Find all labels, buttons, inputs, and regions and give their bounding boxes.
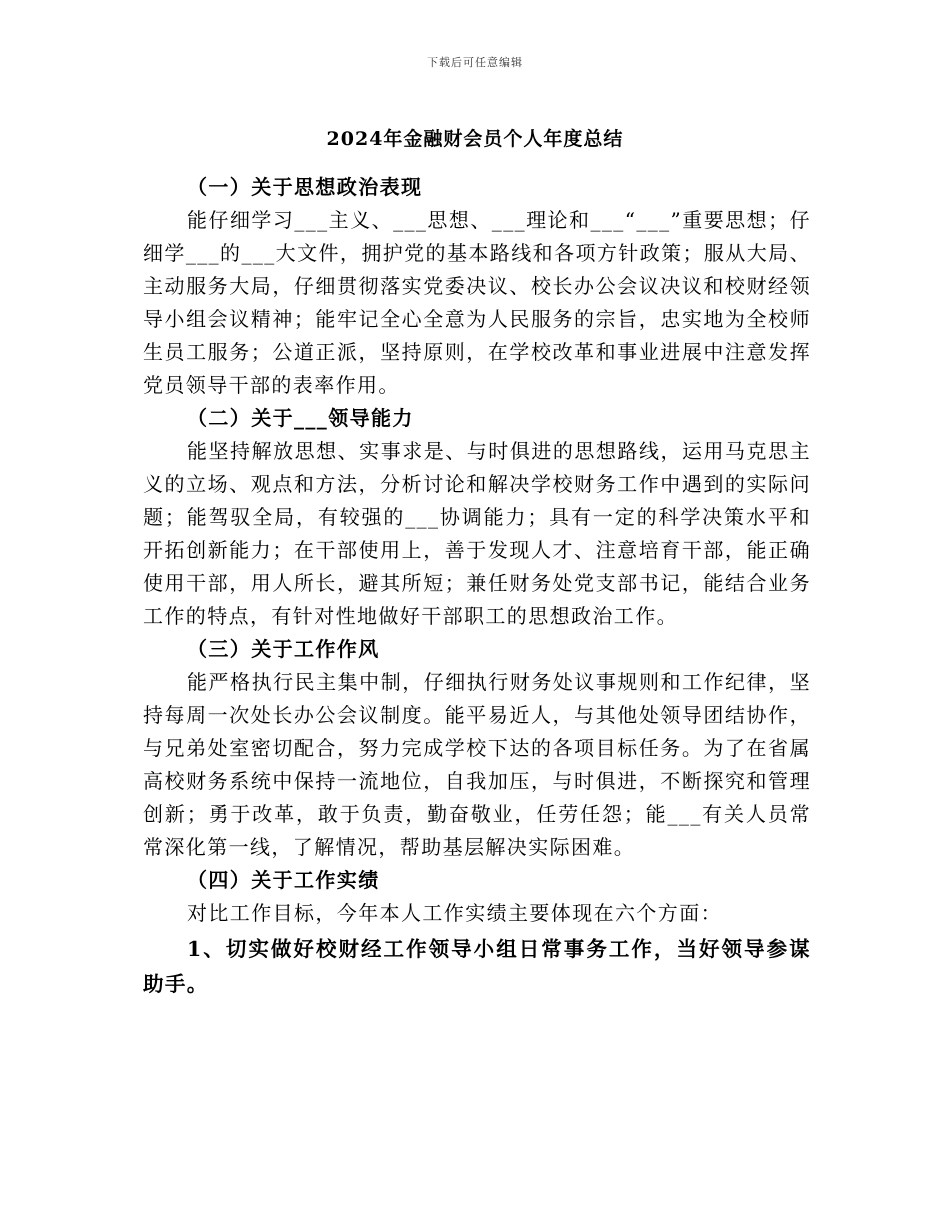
document-body — [143, 171, 811, 1002]
section-heading-3: （三）关于工作作风 — [187, 637, 380, 661]
section-heading-2: （二）关于___领导能力 — [187, 406, 414, 430]
section-paragraph-1: 能仔细学习___主义、___思想、___理论和___“___”重要思想；仔细学___的___大文件，拥护党的基本路线和各项方针政策；服从大局、主动服务大局，仔细贯彻落实党委决议、校长办公会议决议和校财经领导小组会议精神；能牢记全心全意为人民服务的宗旨，忠实地为全校师生员工服务；公道正派，坚持原则，在学校改革和事业进展中注意发挥党员领导干部的表率作用。 — [143, 208, 811, 397]
section-heading-1: （一）关于思想政治表现 — [187, 175, 423, 199]
header-note: 下载后可任意编辑 — [427, 56, 523, 69]
section-paragraph-3: 能严格执行民主集中制，仔细执行财务处议事规则和工作纪律，坚持每周一次处长办公会议制度。能平易近人，与其他处领导团结协作，与兄弟处室密切配合，努力完成学校下达的各项目标任务。为了在省属高校财务系统中保持一流地位，自我加压，与时俱进，不断探究和管理创新；勇于改革，敢于负责，勤奋敬业，任劳任怨；能___有关人员常常深化第一线，了解情况，帮助基层解决实际困难。 — [143, 670, 811, 859]
section-paragraph-4: 对比工作目标，今年本人工作实绩主要体现在六个方面： — [187, 901, 722, 925]
document-title: 2024年金融财会员个人年度总结 — [326, 128, 624, 150]
section-paragraph-2: 能坚持解放思想、实事求是、与时俱进的思想路线，运用马克思主义的立场、观点和方法，分析讨论和解决学校财务工作中遇到的实际问题；能驾驭全局，有较强的___协调能力；具有一定的科学决策水平和开拓创新能力；在干部使用上，善于发现人才、注意培育干部，能正确使用干部，用人所长，避其所短；兼任财务处党支部书记，能结合业务工作的特点，有针对性地做好干部职工的思想政治工作。 — [143, 439, 811, 628]
section-heading-4: （四）关于工作实绩 — [187, 868, 380, 892]
numbered-point-1: 1、切实做好校财经工作领导小组日常事务工作，当好领导参谋助手。 — [143, 937, 811, 996]
